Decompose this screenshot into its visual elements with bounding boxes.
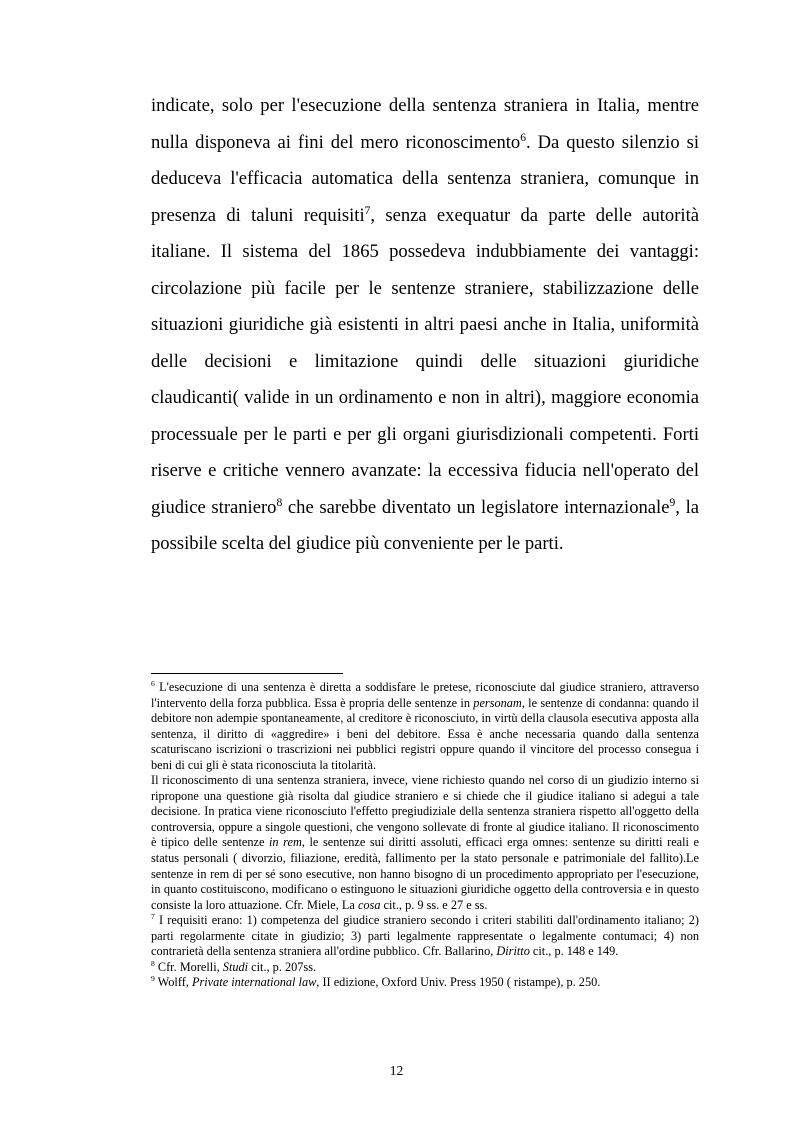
body-text-5: , la possibile scelta del giudice più conveniente per le parti.: [151, 496, 699, 554]
footnote-6-italic: in rem: [269, 835, 302, 850]
footnote-number-8: 8: [151, 958, 155, 968]
footnote-7-text: cit., p. 148 e 149.: [529, 944, 619, 959]
footnote-separator: [151, 673, 343, 674]
footnote-9-italic: Private international law: [191, 975, 317, 990]
footnote-6-italic: personam: [473, 695, 522, 710]
footnote-6: [151, 680, 699, 773]
body-text-3: , senza exequatur da parte delle autorità italiane. Il sistema del 1865 possedeva indubbiamente dei vantaggi: circolazione più facile per le sentenze straniere, stabilizzazione delle situazioni giuridiche già esistenti in altri paesi anche in Italia, uniformità delle decisioni e limitazione quindi delle situazioni giuridiche claudicanti( valide in un ordinamento e non in altri), maggiore economia processuale per le parti e per gli organi giurisdizionali competenti. Forti riserve e critiche vennero avanzate: la eccessiva fiducia nell'operato del giudice straniero: [151, 204, 699, 518]
footnote-6-text: , le sentenze di condanna: quando il debitore non adempie spontaneamente, al creditore è riconosciuto, in virtù della clausola esecutiva apposta alla sentenza, il diritto di «aggredire» i beni del debitore. Essa è anche necessaria quando dalla sentenza scaturiscano iscrizioni o trascrizioni nei pubblici registri oppure quando il vincitore del processo consegua i beni di cui gli è stata riconosciuta la titolarità.: [151, 695, 699, 772]
footnotes: [151, 680, 699, 991]
page-number: 12: [389, 1063, 404, 1078]
footnote-8-italic: Studi: [222, 959, 249, 974]
body-text-4: che sarebbe diventato un legislatore internazionale: [282, 496, 670, 518]
footnote-8-text: cit., p. 207ss.: [248, 959, 317, 974]
footnote-ref-9[interactable]: 9: [669, 496, 676, 509]
footnote-6-text: L'esecuzione di una sentenza è diretta a soddisfare le pretese, riconosciute dal giudice straniero, attraverso l'intervento della forza pubblica. Essa è propria delle sentenze in: [151, 680, 699, 710]
footnote-ref-6[interactable]: 6: [520, 131, 526, 144]
footnote-ref-7[interactable]: 7: [364, 204, 371, 217]
footnote-number-7: 7: [151, 912, 155, 922]
footnote-6-continued: [151, 773, 699, 913]
footnote-6-text: , le sentenze sui diritti assoluti, efficaci erga omnes: sentenze su diritti reali e status personali ( divorzio, filiazione, eredità, fallimento per la stato personale e patrimoniale del fallito).Le sentenze in rem di per sé sono esecutive, non hanno bisogno di un procedimento appropriato per l'esecuzione, in quanto costituiscono, modificano o estinguono le situazioni giuridiche oggetto della controversia e in questo consiste la loro attuazione. Cfr. Miele, La: [151, 835, 699, 912]
footnote-6-text: cit., p. 9 ss. e 27 e ss.: [380, 897, 488, 912]
footnote-7: [151, 913, 699, 960]
body-text-2: . Da questo silenzio si deduceva l'efficacia automatica della sentenza straniera, comunque in presenza di taluni requisiti: [151, 131, 699, 226]
footnote-9-text: , II edizione, Oxford Univ. Press 1950 ( ristampe), p. 250.: [316, 975, 601, 990]
footnote-number-6: 6: [151, 678, 155, 688]
footnote-7-text: I requisiti erano: 1) competenza del giudice straniero secondo i criteri stabiliti dall'ordinamento italiano; 2) parti regolarmente citate in giudizio; 3) parti legalmente rappresentate o legalmente contumaci; 4) non contrarietà della sentenza straniera all'ordine pubblico. Cfr. Ballarino,: [151, 913, 699, 959]
footnote-8: [151, 960, 699, 976]
footnote-6-italic: cosa: [357, 897, 381, 912]
footnote-9-text: Wolff,: [154, 975, 192, 990]
body-text-1: indicate, solo per l'esecuzione della sentenza straniera in Italia, mentre nulla disponeva ai fini del mero riconoscimento: [151, 95, 699, 153]
footnote-6-text: Il riconoscimento di una sentenza straniera, invece, viene richiesto quando nel corso di un giudizio interno si ripropone una questione già risolta dal giudice straniero e si chiede che il giudice italiano si adegui a tale decisione. In pratica viene riconosciuto l'effetto pregiudiziale della sentenza straniera rispetto all'oggetto della controversia, oppure a singole questioni, che vengono sollevate di fronte al giudice italiano. Il riconoscimento è tipico delle sentenze: [151, 773, 699, 850]
footnote-9: [151, 975, 699, 991]
footnote-ref-8[interactable]: 8: [276, 496, 283, 509]
footnote-8-text: Cfr. Morelli,: [154, 959, 223, 974]
body-paragraph: [151, 88, 699, 563]
footnote-number-9: 9: [151, 974, 155, 984]
footnote-7-italic: Diritto: [496, 944, 530, 959]
